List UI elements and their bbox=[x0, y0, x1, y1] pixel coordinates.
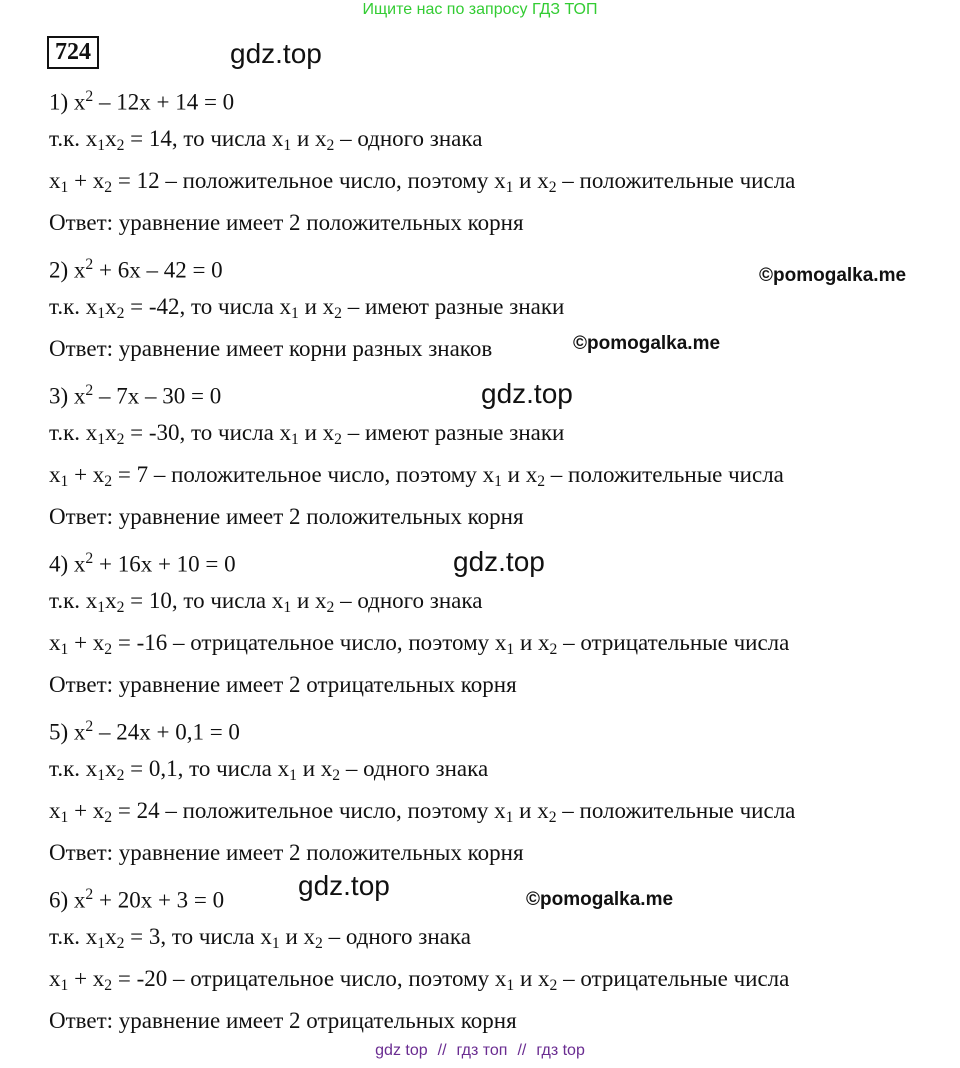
line-4-3: $x_1 + x_2 = -16$ – отрицательное число, поэтому $x_1$ и $x_2$ – отрицательные числа bbox=[49, 630, 790, 658]
top-banner: Ищите нас по запросу ГДЗ ТОП bbox=[362, 1, 598, 18]
equation-5: 5) $x^2 - 24x + 0,1 = 0$ bbox=[49, 718, 240, 745]
watermark-gdz: gdz.top bbox=[453, 546, 545, 577]
footer-links bbox=[0, 1042, 960, 1060]
line-6-2: т.к. $x_1x_2 = 3$, то числа $x_1$ и $x_2$ – одного знака bbox=[49, 924, 471, 952]
footer-link-gdz-top-mixed[interactable]: гдз top bbox=[536, 1042, 585, 1059]
line-3-3: $x_1 + x_2 = 7$ – положительное число, поэтому $x_1$ и $x_2$ – положительные числа bbox=[49, 462, 784, 490]
equation-2: 2) $x^2 + 6x - 42 = 0$ bbox=[49, 256, 223, 283]
answer-4: Ответ: уравнение имеет 2 отрицательных корня bbox=[49, 672, 517, 697]
line-1-3: $x_1 + x_2 = 12$ – положительное число, поэтому $x_1$ и $x_2$ – положительные числа bbox=[49, 168, 796, 196]
answer-2: Ответ: уравнение имеет корни разных знаков bbox=[49, 336, 493, 361]
answer-1: Ответ: уравнение имеет 2 положительных корня bbox=[49, 210, 524, 235]
task-number-box: 724 bbox=[47, 36, 99, 69]
equation-4: 4) $x^2 + 16x + 10 = 0$ bbox=[49, 550, 236, 577]
line-6-3: $x_1 + x_2 = -20$ – отрицательное число, поэтому $x_1$ и $x_2$ – отрицательные числа bbox=[49, 966, 790, 994]
watermark-pomogalka: ©pomogalka.me bbox=[573, 333, 721, 354]
footer-separator: // bbox=[437, 1042, 447, 1059]
footer-link-gdz-top-ru[interactable]: гдз топ bbox=[456, 1042, 508, 1059]
equation-6: 6) $x^2 + 20x + 3 = 0$ bbox=[49, 886, 225, 913]
answer-5: Ответ: уравнение имеет 2 положительных корня bbox=[49, 840, 524, 865]
footer-separator: // bbox=[517, 1042, 527, 1059]
watermark-pomogalka: ©pomogalka.me bbox=[526, 889, 674, 910]
line-5-3: $x_1 + x_2 = 24$ – положительное число, поэтому $x_1$ и $x_2$ – положительные числа bbox=[49, 798, 796, 826]
watermark-pomogalka: ©pomogalka.me bbox=[759, 265, 907, 286]
answer-6: Ответ: уравнение имеет 2 отрицательных корня bbox=[49, 1008, 517, 1033]
line-5-2: т.к. $x_1x_2 = 0,1$, то числа $x_1$ и $x_2$ – одного знака bbox=[49, 756, 489, 784]
footer-link-gdz-top[interactable]: gdz top bbox=[375, 1042, 428, 1059]
line-3-2: т.к. $x_1x_2 = -30$, то числа $x_1$ и $x_2$ – имеют разные знаки bbox=[49, 420, 565, 448]
line-1-2: т.к. $x_1x_2 = 14$, то числа $x_1$ и $x_2$ – одного знака bbox=[49, 126, 483, 154]
line-4-2: т.к. $x_1x_2 = 10$, то числа $x_1$ и $x_2$ – одного знака bbox=[49, 588, 483, 616]
equation-3: 3) $x^2 - 7x - 30 = 0$ bbox=[49, 382, 222, 409]
watermark-gdz: gdz.top bbox=[481, 378, 573, 409]
watermark-gdz: gdz.top bbox=[298, 870, 390, 901]
equation-1: 1) $x^2 - 12x + 14 = 0$ bbox=[49, 88, 235, 115]
line-2-2: т.к. $x_1x_2 = -42$, то числа $x_1$ и $x_2$ – имеют разные знаки bbox=[49, 294, 565, 322]
answer-3: Ответ: уравнение имеет 2 положительных корня bbox=[49, 504, 524, 529]
watermark-gdz: gdz.top bbox=[230, 38, 322, 69]
